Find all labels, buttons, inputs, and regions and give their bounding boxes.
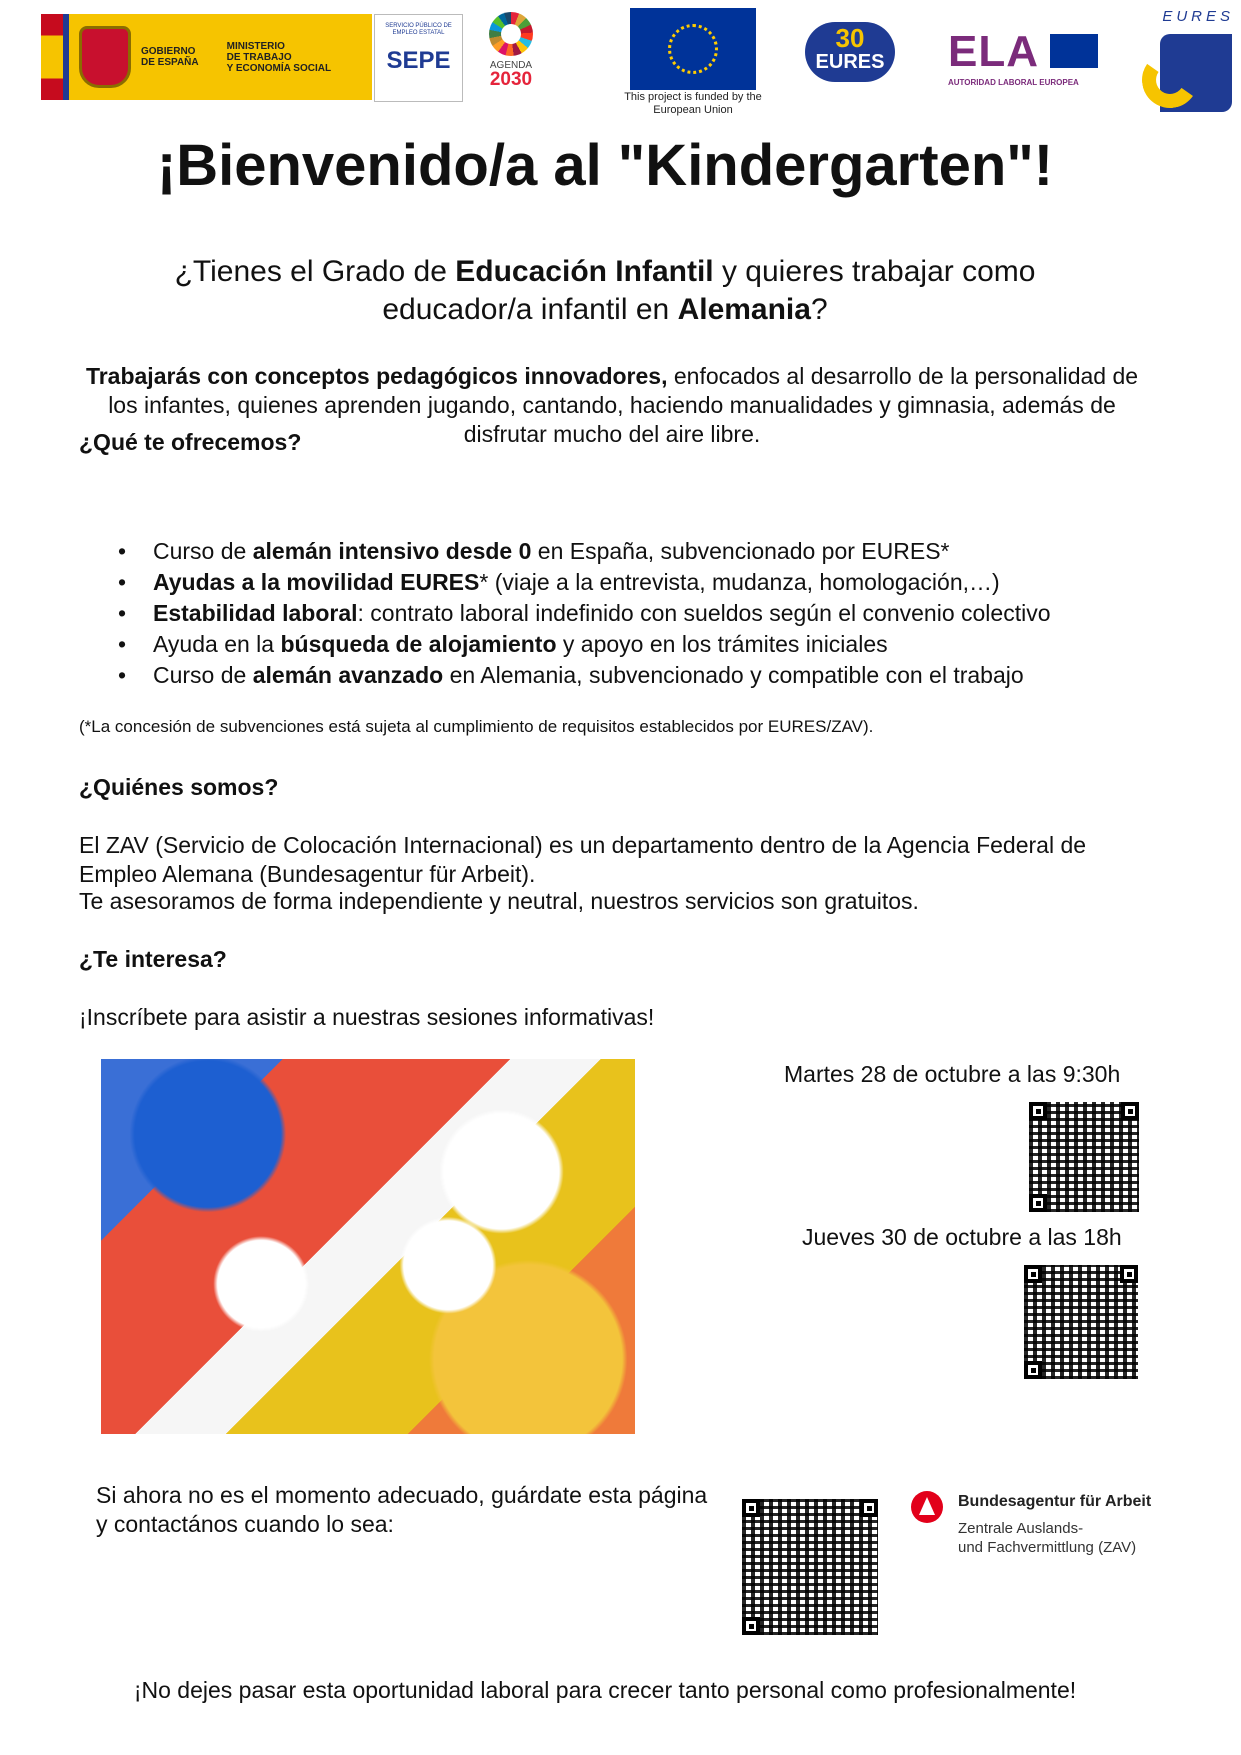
list-item: • Ayudas a la movilidad EURES* (viaje a la entrevista, mudanza, homologación,…): [118, 567, 1178, 598]
gobierno-text: GOBIERNO DE ESPAÑA: [141, 46, 199, 68]
about-text-1: El ZAV (Servicio de Colocación Internacional) es un departamento dentro de la Agencia Federal de Empleo Alemana (Bundesagentur für Arbeit).: [79, 832, 1087, 887]
qr-finder: [1024, 1361, 1042, 1379]
agenda-word: AGENDA: [489, 60, 533, 71]
contact-text: Si ahora no es el momento adecuado, guárdate esta página y contactános cuando lo sea:: [96, 1482, 708, 1537]
offer-list: [118, 536, 1178, 691]
list-item: • Estabilidad laboral: contrato laboral indefinido con sueldos según el convenio colectivo: [118, 598, 1178, 629]
agency-dept: Zentrale Auslands- und Fachvermittlung (ZAV): [958, 1520, 1137, 1556]
eu-strip: [63, 14, 69, 100]
subtitle-bold: Educación Infantil: [455, 255, 714, 288]
ela-text: ELA: [948, 27, 1039, 76]
subtitle-part: ¿Tienes el Grado de: [174, 255, 456, 288]
list-item: • Curso de alemán avanzado en Alemania, subvencionado y compatible con el trabajo: [118, 660, 1178, 691]
sdg-wheel-icon: [489, 12, 533, 56]
qr-code-session-1[interactable]: [1027, 1100, 1141, 1214]
sepe-logo: [374, 14, 463, 102]
offer-heading: ¿Qué te ofrecemos?: [79, 429, 302, 455]
interest-heading: ¿Te interesa?: [79, 946, 227, 972]
qr-code-contact[interactable]: [740, 1497, 880, 1637]
qr-finder: [860, 1499, 878, 1517]
intro-rest: enfocados al desarrollo de la personalidad de los infantes, quienes aprenden jugando, cantando, haciendo manualidades y gimnasia, además de disfrutar mucho del aire libre.: [108, 363, 1139, 447]
page-title: ¡Bienvenido/a al "Kindergarten"!: [156, 133, 1054, 198]
eures-wordmark: EURES: [1162, 8, 1234, 25]
ministerio-text: MINISTERIO DE TRABAJO Y ECONOMÍA SOCIAL: [226, 40, 332, 74]
session-date-1: Martes 28 de octubre a las 9:30h: [784, 1061, 1121, 1087]
subtitle-part: ?: [810, 293, 828, 326]
eures30-number: 30: [835, 23, 865, 53]
subtitle-part: y quieres trabajar como educador/a infantil en: [382, 255, 1036, 326]
subtitle: [100, 253, 1110, 329]
agency-name: Bundesagentur für Arbeit: [958, 1493, 1152, 1510]
closing-text: ¡No dejes pasar esta oportunidad laboral para crecer tanto personal como profesionalmente!: [133, 1677, 1077, 1703]
ela-logo: [948, 27, 1098, 90]
eures-logo: [1140, 8, 1240, 114]
qr-finder: [1029, 1102, 1047, 1120]
qr-code-session-2[interactable]: [1022, 1263, 1140, 1381]
about-text-2: Te asesoramos de forma independiente y neutral, nuestros servicios son gratuitos.: [79, 888, 919, 914]
eu-flag-icon: [630, 8, 756, 90]
eu-caption: This project is funded by the European Union: [624, 91, 762, 116]
qr-finder: [1120, 1265, 1138, 1283]
spain-flag-icon: [41, 14, 63, 100]
header-logos: [0, 0, 1241, 125]
list-item: • Ayuda en la búsqueda de alojamiento y apoyo en los trámites iniciales: [118, 629, 1178, 660]
qr-finder: [1024, 1265, 1042, 1283]
ela-eu-flag-icon: [1050, 34, 1098, 68]
session-date-2: Jueves 30 de octubre a las 18h: [802, 1224, 1122, 1250]
eures-30-logo: [805, 22, 895, 82]
qr-finder: [742, 1617, 760, 1635]
qr-finder: [742, 1499, 760, 1517]
eu-stars-ring: [668, 24, 718, 74]
sepe-text: SEPE: [386, 47, 451, 74]
agenda-year: 2030: [489, 69, 533, 90]
coat-of-arms-icon: [79, 26, 131, 88]
ela-subtitle: AUTORIDAD LABORAL EUROPEA: [948, 78, 1079, 87]
qr-finder: [1121, 1102, 1139, 1120]
qr-finder: [1029, 1194, 1047, 1212]
eures30-word: EURES: [815, 51, 885, 73]
children-painting-photo: [101, 1059, 635, 1434]
about-heading: ¿Quiénes somos?: [79, 774, 279, 800]
agenda-2030-logo: [476, 12, 546, 89]
subsidy-note: (*La concesión de subvenciones está sujeta al cumplimiento de requisitos establecidos por EURES/ZAV).: [79, 717, 874, 736]
signup-text: ¡Inscríbete para asistir a nuestras sesiones informativas!: [79, 1004, 655, 1030]
sepe-small-text: SERVICIO PÚBLICO DE EMPLEO ESTATAL: [385, 23, 452, 36]
subtitle-bold: Alemania: [677, 293, 811, 326]
gobierno-espana-logo: [41, 14, 372, 100]
ba-emblem-icon: [911, 1491, 943, 1523]
list-item: • Curso de alemán intensivo desde 0 en España, subvencionado por EURES*: [118, 536, 1178, 567]
intro-bold: Trabajarás con conceptos pedagógicos innovadores,: [85, 363, 668, 389]
